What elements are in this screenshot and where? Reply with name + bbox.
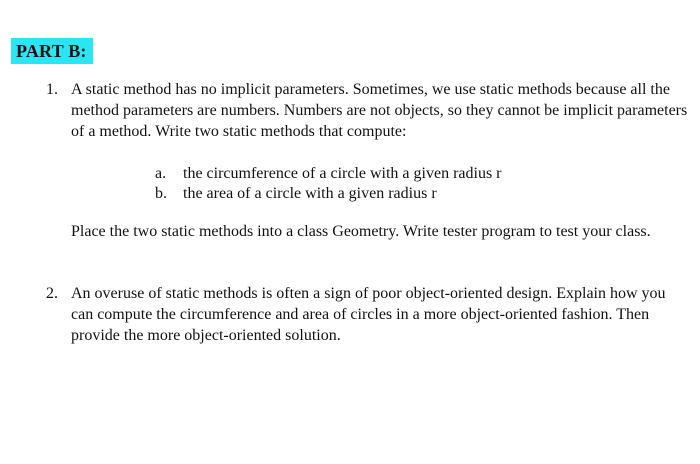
- question-1-followup: Place the two static methods into a class Geometry. Write tester program to test your class.: [71, 223, 651, 240]
- subitem-a: [155, 164, 595, 184]
- subitem-b-text: the area of a circle with a given radius r: [183, 185, 437, 202]
- question-1: [46, 79, 691, 142]
- part-heading: PART B:: [11, 38, 93, 64]
- question-2: [46, 283, 691, 346]
- question-2-number: 2.: [46, 285, 58, 302]
- subitem-a-text: the circumference of a circle with a given radius r: [183, 165, 502, 182]
- question-2-text: An overuse of static methods is often a sign of poor object-oriented design. Explain how you can compute the circumference and area of circles in a more object-oriented fashion. Then provide the more object-oriented solution.: [71, 285, 666, 344]
- subitem-b: [155, 184, 595, 204]
- question-1-text: A static method has no implicit parameters. Sometimes, we use static methods because all the method parameters are numbers. Numbers are not objects, so they cannot be implicit parameters of a method. Write two static methods that compute:: [71, 81, 688, 140]
- subitem-b-letter: b.: [155, 185, 167, 202]
- question-1-subitems: [155, 164, 595, 204]
- subitem-a-letter: a.: [155, 165, 167, 182]
- question-1-number: 1.: [46, 81, 58, 98]
